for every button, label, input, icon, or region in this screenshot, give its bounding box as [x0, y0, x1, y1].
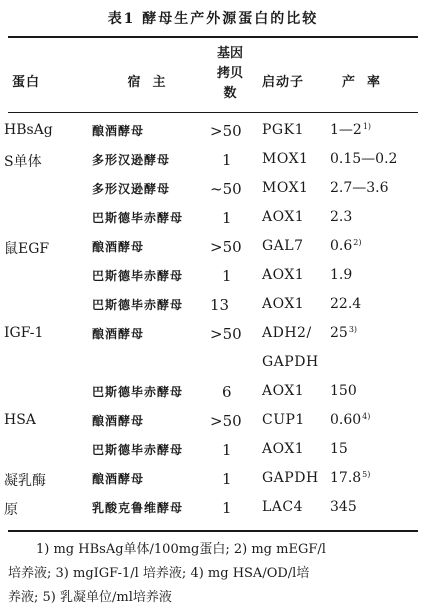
cell-protein: IGF-1 [4, 325, 44, 341]
cell-yield: 22.4 [330, 296, 362, 312]
cell-copy: >50 [210, 325, 242, 343]
cell-host: 酿酒酵母 [92, 414, 145, 428]
cell-promoter: GAPDH [262, 470, 319, 486]
cell-copy: 1 [222, 470, 232, 488]
cell-yield: 2.3 [330, 209, 353, 225]
cell-yield: 17.8$^{5)}$ [330, 470, 371, 486]
cell-yield: 25$^{3)}$ [330, 325, 358, 341]
cell-protein: HSA [4, 412, 36, 428]
cell-protein: 原 [4, 502, 18, 518]
cell-protein: 鼠EGF [4, 241, 50, 257]
cell-copy: 6 [222, 383, 232, 401]
bottom-rule [8, 530, 418, 532]
cell-promoter: AOX1 [262, 383, 305, 399]
footnote-marker: 1) [362, 122, 372, 131]
footnote-line-3: 养液; 5) 乳凝单位/ml培养液 [8, 590, 172, 605]
cell-copy: 1 [222, 267, 232, 285]
cell-yield: 1.9 [330, 267, 353, 283]
cell-promoter: MOX1 [262, 151, 309, 167]
cell-yield: 15 [330, 441, 348, 457]
cell-promoter: GAPDH [262, 354, 319, 370]
cell-yield: 2.7—3.6 [330, 180, 389, 196]
footnote-marker: 2) [353, 238, 362, 247]
cell-promoter: ADH2/ [262, 325, 312, 341]
header-copy-line1: 基因 [216, 46, 243, 61]
cell-promoter: MOX1 [262, 180, 309, 196]
cell-host: 酿酒酵母 [92, 327, 145, 341]
cell-copy: 1 [222, 209, 232, 227]
cell-host: 巴斯德毕赤酵母 [92, 298, 184, 312]
cell-promoter: AOX1 [262, 267, 305, 283]
cell-promoter: AOX1 [262, 441, 305, 457]
cell-copy: >50 [210, 412, 242, 430]
cell-copy: 1 [222, 151, 232, 169]
cell-promoter: CUP1 [262, 412, 305, 428]
cell-yield: 0.6$^{2)}$ [330, 238, 362, 254]
cell-protein: 凝乳酶 [4, 473, 46, 489]
cell-copy: 1 [222, 499, 232, 517]
cell-host: 巴斯德毕赤酵母 [92, 443, 184, 457]
cell-promoter: LAC4 [262, 499, 304, 515]
footnote-marker: 5) [362, 470, 371, 479]
cell-host: 多形汉逊酵母 [92, 182, 171, 196]
header-rule [8, 112, 418, 113]
cell-promoter: PGK1 [262, 122, 304, 138]
header-promoter: 启动子 [262, 75, 305, 90]
cell-promoter: GAL7 [262, 238, 304, 254]
footnotes [8, 538, 420, 610]
cell-host: 巴斯德毕赤酵母 [92, 211, 184, 225]
cell-host: 乳酸克鲁维酵母 [92, 501, 184, 515]
header-yield: 产 率 [342, 75, 382, 90]
cell-protein: S单体 [4, 154, 42, 170]
footnote-line-1: 1) mg HBsAg单体/100mg蛋白; 2) mg mEGF/l [36, 542, 326, 557]
cell-promoter: AOX1 [262, 296, 305, 312]
cell-protein: HBsAg [4, 122, 53, 138]
cell-copy: 13 [210, 296, 230, 314]
cell-host: 酿酒酵母 [92, 124, 145, 138]
cell-yield: 1—2$^{1)}$ [330, 122, 372, 138]
cell-yield: 0.60$^{4)}$ [330, 412, 371, 428]
cell-copy: 1 [222, 441, 232, 459]
footnote-line-2: 培养液; 3) mgIGF-1/l 培养液; 4) mg HSA/OD/l培 [8, 566, 310, 581]
cell-yield: 0.15—0.2 [330, 151, 398, 167]
cell-host: 酿酒酵母 [92, 240, 145, 254]
cell-host: 巴斯德毕赤酵母 [92, 385, 184, 399]
footnote-marker: 3) [348, 325, 358, 334]
table-title: 表1 酵母生产外源蛋白的比较 [107, 11, 319, 27]
cell-yield: 150 [330, 383, 357, 399]
cell-host: 多形汉逊酵母 [92, 153, 171, 167]
cell-yield: 345 [330, 499, 357, 515]
cell-copy: >50 [210, 238, 242, 256]
top-rule [8, 36, 418, 38]
cell-promoter: AOX1 [262, 209, 305, 225]
cell-copy: >50 [210, 122, 242, 140]
footnote-marker: 4) [362, 412, 371, 421]
header-copy-line3: 数 [223, 86, 237, 101]
cell-host: 巴斯德毕赤酵母 [92, 269, 184, 283]
header-host: 宿 主 [127, 75, 167, 90]
cell-copy: ~50 [210, 180, 242, 198]
header-copy-line2: 拷贝 [216, 66, 243, 81]
cell-host: 酿酒酵母 [92, 472, 145, 486]
header-protein: 蛋白 [12, 75, 41, 90]
